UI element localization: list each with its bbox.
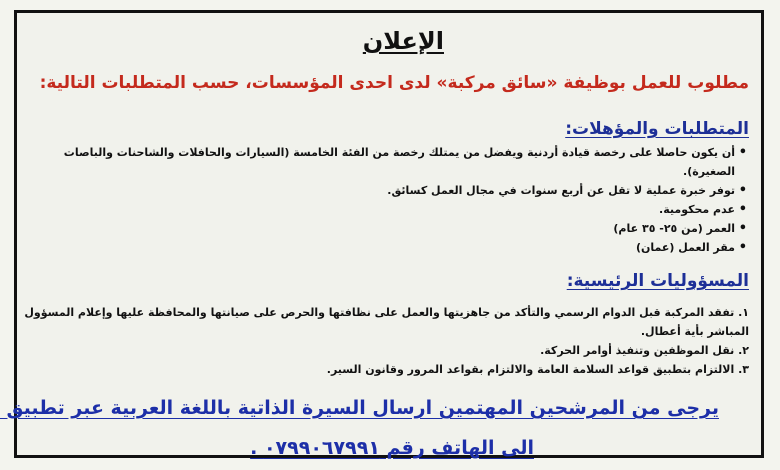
phone-number: الى الهاتف رقم ٠٧٩٩٠٦٧٩٩١ . — [250, 437, 534, 459]
requirement-item: • مقر العمل (عمان) — [29, 238, 749, 257]
requirement-item: • عدم محكومية. — [29, 200, 749, 219]
apply-phone — [0, 433, 534, 463]
requirements-heading: المتطلبات والمؤهلات: — [565, 119, 749, 139]
ad-title: الإعلان — [362, 27, 444, 55]
ad-content — [6, 13, 749, 459]
requirement-item: • توفر خبرة عملية لا تقل عن أربع سنوات في مجال العمل كسائق. — [29, 181, 749, 200]
responsibility-item: ١. تفقد المركبة قبل الدوام الرسمي والتأكد من جاهزيتها والعمل على نظافتها والحرص على صيانتها والمحافظة عليها وإعلام المسؤول المباشر بأية أعطال. — [24, 306, 749, 338]
responsibility-item: ٣. الالتزام بتطبيق قواعد السلامة العامة والالتزام بقواعد المرور وقانون السير. — [326, 363, 749, 376]
requirement-item: • أن يكون حاصلا على رخصة قيادة أردنية ويفضل من يمتلك رخصة من الفئة الخامسة (السيارات والحافلات والشاحنات والباصات الصغيرة). — [29, 143, 749, 181]
requirement-item: • العمر (من ٢٥- ٣٥ عام) — [29, 219, 749, 238]
requirements-list — [29, 143, 749, 257]
responsibilities-list — [14, 303, 749, 379]
responsibility-item: ٢. نقل الموظفين وتنفيذ أوامر الحركة. — [540, 344, 749, 357]
apply-instructions: يرجى من المرشحين المهتمين ارسال السيرة الذاتية باللغة العربية عبر تطبيق — [6, 397, 719, 419]
responsibilities-heading: المسؤوليات الرئيسية: — [566, 271, 749, 291]
ad-subtitle: مطلوب للعمل بوظيفة «سائق مركبة» لدى احدى المؤسسات، حسب المتطلبات التالية: — [39, 73, 749, 93]
ad-frame — [6, 10, 764, 459]
